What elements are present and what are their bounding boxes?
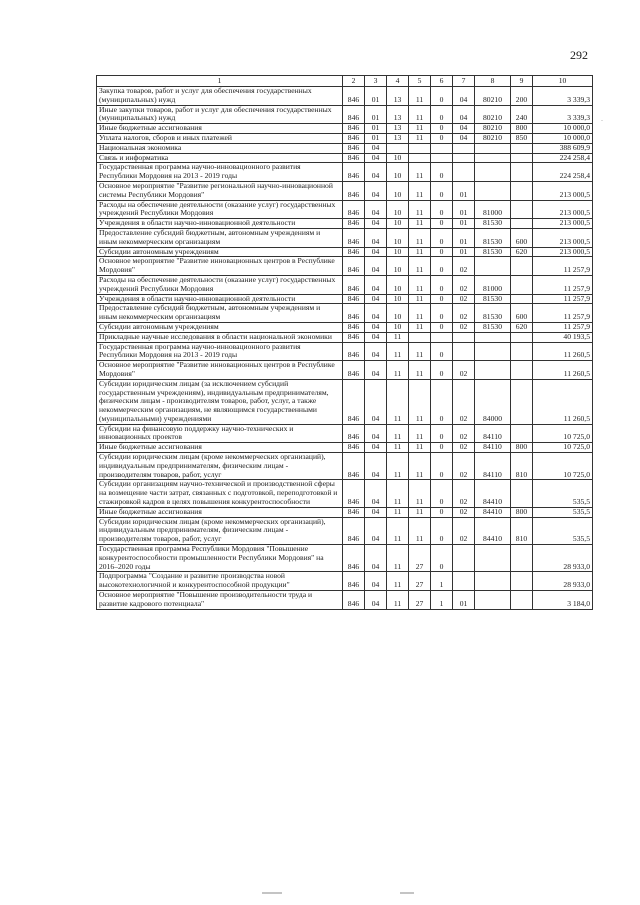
header-cell-6: 6 <box>431 76 453 87</box>
direction-cell: 84110 <box>475 443 511 453</box>
measure-cell: 01 <box>453 181 475 200</box>
measure-cell: 02 <box>453 443 475 453</box>
ministry-code-cell: 846 <box>343 443 365 453</box>
measure-cell: 02 <box>453 507 475 517</box>
name-cell: Субсидии юридическим лицам (кроме некоммерческих организаций), индивидуальным предпринимателям, физическим лицам - производителям товаров, работ, услуг <box>97 517 343 544</box>
subsection-cell: 10 <box>387 257 409 276</box>
program-cell: 27 <box>409 545 431 572</box>
ministry-code-cell: 846 <box>343 304 365 323</box>
section-cell: 04 <box>365 163 387 182</box>
amount-cell: 10 000,0 <box>533 133 593 143</box>
amount-cell: 11 257,9 <box>533 294 593 304</box>
ministry-code-cell: 846 <box>343 322 365 332</box>
program-cell: 11 <box>409 219 431 229</box>
ministry-code-cell: 846 <box>343 219 365 229</box>
subprogram-cell: 1 <box>431 572 453 591</box>
amount-cell: 224 258,4 <box>533 163 593 182</box>
expense-type-cell: 240 <box>511 105 533 124</box>
subprogram-cell: 0 <box>431 275 453 294</box>
name-cell: Субсидии юридическим лицам (кроме некоммерческих организаций), индивидуальным предпринимателям, физическим лицам - производителям товаров, работ, услуг <box>97 453 343 480</box>
ministry-code-cell: 846 <box>343 379 365 424</box>
subsection-cell: 11 <box>387 517 409 544</box>
ministry-code-cell: 846 <box>343 424 365 443</box>
amount-cell: 10 725,0 <box>533 424 593 443</box>
section-cell: 04 <box>365 379 387 424</box>
measure-cell: 01 <box>453 247 475 257</box>
header-cell-7: 7 <box>453 76 475 87</box>
section-cell: 04 <box>365 443 387 453</box>
name-cell: Субсидии организациям научно-технической и производственной сферы на возмещение части затрат, связанных с подготовкой, переподготовкой и стажировкой кадров в целях повышения конкурентоспособности <box>97 480 343 507</box>
ministry-code-cell: 846 <box>343 480 365 507</box>
header-cell-1: 1 <box>97 76 343 87</box>
ministry-code-cell: 846 <box>343 332 365 342</box>
subsection-cell: 11 <box>387 424 409 443</box>
subprogram-cell: 0 <box>431 294 453 304</box>
program-cell: 11 <box>409 507 431 517</box>
measure-cell: 02 <box>453 304 475 323</box>
name-cell: Подпрограмма "Создание и развитие производства новой высокотехнологичной и конкурентоспособной продукции" <box>97 572 343 591</box>
subsection-cell: 11 <box>387 572 409 591</box>
expense-type-cell: 850 <box>511 133 533 143</box>
measure-cell: 01 <box>453 228 475 247</box>
header-cell-9: 9 <box>511 76 533 87</box>
direction-cell: 84110 <box>475 424 511 443</box>
direction-cell: 80210 <box>475 105 511 124</box>
expense-type-cell: 620 <box>511 322 533 332</box>
direction-cell: 80210 <box>475 133 511 143</box>
direction-cell: 81530 <box>475 304 511 323</box>
program-cell: 11 <box>409 181 431 200</box>
direction-cell: 81530 <box>475 219 511 229</box>
amount-cell: 10 725,0 <box>533 453 593 480</box>
amount-cell: 40 193,5 <box>533 332 593 342</box>
amount-cell: 11 260,5 <box>533 379 593 424</box>
ministry-code-cell: 846 <box>343 257 365 276</box>
direction-cell: 81530 <box>475 247 511 257</box>
name-cell: Основное мероприятие "Развитие инновационных центров в Республике Мордовия" <box>97 361 343 380</box>
measure-cell: 02 <box>453 453 475 480</box>
section-cell: 04 <box>365 275 387 294</box>
program-cell: 11 <box>409 124 431 134</box>
section-cell: 04 <box>365 342 387 361</box>
program-cell: 11 <box>409 443 431 453</box>
expense-type-cell: 810 <box>511 453 533 480</box>
amount-cell: 388 609,9 <box>533 143 593 153</box>
measure-cell: 04 <box>453 105 475 124</box>
amount-cell: 28 933,0 <box>533 572 593 591</box>
name-cell: Государственная программа Республики Мордовия "Повышение конкурентоспособности промышленности Республики Мордовия" на 2016–2020 годы <box>97 545 343 572</box>
program-cell: 11 <box>409 257 431 276</box>
name-cell: Основное мероприятие "Развитие региональной научно-инновационной системы Республики Мордовия" <box>97 181 343 200</box>
section-cell: 04 <box>365 453 387 480</box>
subsection-cell: 10 <box>387 247 409 257</box>
subprogram-cell: 0 <box>431 181 453 200</box>
subsection-cell: 11 <box>387 361 409 380</box>
subsection-cell: 10 <box>387 200 409 219</box>
program-cell: 11 <box>409 379 431 424</box>
section-cell: 04 <box>365 517 387 544</box>
expense-type-cell: 800 <box>511 443 533 453</box>
amount-cell: 213 000,5 <box>533 200 593 219</box>
section-cell: 01 <box>365 105 387 124</box>
direction-cell: 84410 <box>475 517 511 544</box>
subsection-cell: 11 <box>387 443 409 453</box>
measure-cell: 04 <box>453 124 475 134</box>
subsection-cell: 10 <box>387 181 409 200</box>
program-cell: 11 <box>409 517 431 544</box>
amount-cell: 213 000,5 <box>533 181 593 200</box>
amount-cell: 213 000,5 <box>533 219 593 229</box>
subsection-cell: 13 <box>387 105 409 124</box>
direction-cell: 84410 <box>475 507 511 517</box>
name-cell: Национальная экономика <box>97 143 343 153</box>
section-cell: 04 <box>365 257 387 276</box>
subprogram-cell: 0 <box>431 124 453 134</box>
ministry-code-cell: 846 <box>343 342 365 361</box>
name-cell: Учреждения в области научно-инновационной деятельности <box>97 219 343 229</box>
ministry-code-cell: 846 <box>343 361 365 380</box>
subprogram-cell: 0 <box>431 424 453 443</box>
program-cell: 11 <box>409 361 431 380</box>
subsection-cell: 10 <box>387 322 409 332</box>
section-cell: 04 <box>365 153 387 163</box>
ministry-code-cell: 846 <box>343 153 365 163</box>
ministry-code-cell: 846 <box>343 133 365 143</box>
measure-cell: 02 <box>453 424 475 443</box>
measure-cell: 01 <box>453 591 475 610</box>
header-cell-8: 8 <box>475 76 511 87</box>
program-cell: 11 <box>409 275 431 294</box>
measure-cell: 02 <box>453 275 475 294</box>
program-cell: 11 <box>409 424 431 443</box>
name-cell: Предоставление субсидий бюджетным, автономным учреждениям и иным некоммерческим организациям <box>97 228 343 247</box>
subprogram-cell: 0 <box>431 517 453 544</box>
section-cell: 04 <box>365 591 387 610</box>
subprogram-cell: 0 <box>431 219 453 229</box>
section-cell: 01 <box>365 87 387 106</box>
section-cell: 04 <box>365 480 387 507</box>
subprogram-cell: 0 <box>431 507 453 517</box>
measure-cell: 04 <box>453 87 475 106</box>
subsection-cell: 10 <box>387 294 409 304</box>
subprogram-cell: 0 <box>431 545 453 572</box>
ministry-code-cell: 846 <box>343 87 365 106</box>
direction-cell: 81000 <box>475 200 511 219</box>
subsection-cell: 11 <box>387 342 409 361</box>
expense-type-cell: 600 <box>511 228 533 247</box>
expense-type-cell: 200 <box>511 87 533 106</box>
ministry-code-cell: 846 <box>343 163 365 182</box>
ministry-code-cell: 846 <box>343 200 365 219</box>
subsection-cell: 10 <box>387 228 409 247</box>
ministry-code-cell: 846 <box>343 124 365 134</box>
subsection-cell: 13 <box>387 124 409 134</box>
subsection-cell: 10 <box>387 304 409 323</box>
ministry-code-cell: 846 <box>343 247 365 257</box>
name-cell: Уплата налогов, сборов и иных платежей <box>97 133 343 143</box>
direction-cell: 81000 <box>475 275 511 294</box>
section-cell: 04 <box>365 304 387 323</box>
name-cell: Субсидии автономным учреждениям <box>97 247 343 257</box>
header-cell-5: 5 <box>409 76 431 87</box>
amount-cell: 535,5 <box>533 517 593 544</box>
expense-type-cell: 620 <box>511 247 533 257</box>
program-cell: 11 <box>409 163 431 182</box>
subsection-cell: 11 <box>387 332 409 342</box>
section-cell: 04 <box>365 322 387 332</box>
section-cell: 01 <box>365 133 387 143</box>
amount-cell: 213 000,5 <box>533 247 593 257</box>
subsection-cell: 11 <box>387 545 409 572</box>
program-cell: 11 <box>409 322 431 332</box>
program-cell: 11 <box>409 228 431 247</box>
subprogram-cell: 0 <box>431 443 453 453</box>
amount-cell: 213 000,5 <box>533 228 593 247</box>
measure-cell: 01 <box>453 200 475 219</box>
subprogram-cell: 0 <box>431 228 453 247</box>
section-cell: 04 <box>365 200 387 219</box>
direction-cell: 81530 <box>475 228 511 247</box>
section-cell: 04 <box>365 143 387 153</box>
name-cell: Иные бюджетные ассигнования <box>97 507 343 517</box>
subsection-cell: 11 <box>387 591 409 610</box>
subprogram-cell: 0 <box>431 342 453 361</box>
subprogram-cell: 0 <box>431 322 453 332</box>
program-cell: 11 <box>409 87 431 106</box>
ministry-code-cell: 846 <box>343 294 365 304</box>
section-cell: 04 <box>365 507 387 517</box>
program-cell: 11 <box>409 247 431 257</box>
subprogram-cell: 0 <box>431 200 453 219</box>
header-cell-10: 10 <box>533 76 593 87</box>
expense-type-cell: 600 <box>511 304 533 323</box>
measure-cell: 02 <box>453 517 475 544</box>
ministry-code-cell: 846 <box>343 105 365 124</box>
subprogram-cell: 0 <box>431 304 453 323</box>
ministry-code-cell: 846 <box>343 507 365 517</box>
amount-cell: 11 257,9 <box>533 304 593 323</box>
program-cell: 11 <box>409 294 431 304</box>
direction-cell: 81530 <box>475 322 511 332</box>
amount-cell: 535,5 <box>533 507 593 517</box>
name-cell: Прикладные научные исследования в области национальной экономики <box>97 332 343 342</box>
name-cell: Государственная программа научно-инновационного развития Республики Мордовия на 2013 - 2019 годы <box>97 342 343 361</box>
subprogram-cell: 0 <box>431 453 453 480</box>
amount-cell: 3 339,3 <box>533 105 593 124</box>
program-cell: 11 <box>409 453 431 480</box>
expense-type-cell: 800 <box>511 507 533 517</box>
direction-cell: 84110 <box>475 453 511 480</box>
measure-cell: 02 <box>453 322 475 332</box>
name-cell: Государственная программа научно-инновационного развития Республики Мордовия на 2013 - 2019 годы <box>97 163 343 182</box>
direction-cell: 81530 <box>475 294 511 304</box>
section-cell: 04 <box>365 294 387 304</box>
subsection-cell: 10 <box>387 153 409 163</box>
section-cell: 04 <box>365 219 387 229</box>
name-cell: Иные закупки товаров, работ и услуг для обеспечения государственных (муниципальных) нужд <box>97 105 343 124</box>
subsection-cell: 10 <box>387 163 409 182</box>
expense-type-cell: 800 <box>511 124 533 134</box>
section-cell: 04 <box>365 332 387 342</box>
section-cell: 04 <box>365 181 387 200</box>
expense-type-cell: 810 <box>511 517 533 544</box>
amount-cell: 535,5 <box>533 480 593 507</box>
subsection-cell: 11 <box>387 507 409 517</box>
page-number: 292 <box>570 48 588 62</box>
measure-cell: 01 <box>453 219 475 229</box>
subsection-cell: 10 <box>387 275 409 294</box>
subsection-cell: 13 <box>387 87 409 106</box>
name-cell: Субсидии на финансовую поддержку научно-технических и инновационных проектов <box>97 424 343 443</box>
ministry-code-cell: 846 <box>343 143 365 153</box>
subsection-cell: 13 <box>387 133 409 143</box>
subprogram-cell: 0 <box>431 105 453 124</box>
amount-cell: 11 260,5 <box>533 361 593 380</box>
subsection-cell: 11 <box>387 480 409 507</box>
header-cell-4: 4 <box>387 76 409 87</box>
ministry-code-cell: 846 <box>343 572 365 591</box>
name-cell: Расходы на обеспечение деятельности (оказание услуг) государственных учреждений Республики Мордовия <box>97 200 343 219</box>
section-cell: 04 <box>365 545 387 572</box>
program-cell: 27 <box>409 572 431 591</box>
measure-cell: 04 <box>453 133 475 143</box>
amount-cell: 10 000,0 <box>533 124 593 134</box>
amount-cell: 11 260,5 <box>533 342 593 361</box>
program-cell: 11 <box>409 304 431 323</box>
ministry-code-cell: 846 <box>343 591 365 610</box>
measure-cell: 02 <box>453 294 475 304</box>
section-cell: 04 <box>365 247 387 257</box>
section-cell: 04 <box>365 572 387 591</box>
program-cell: 11 <box>409 200 431 219</box>
subprogram-cell: 0 <box>431 480 453 507</box>
subprogram-cell: 1 <box>431 591 453 610</box>
name-cell: Расходы на обеспечение деятельности (оказание услуг) государственных учреждений Республики Мордовия <box>97 275 343 294</box>
subprogram-cell: 0 <box>431 133 453 143</box>
subprogram-cell: 0 <box>431 361 453 380</box>
ministry-code-cell: 846 <box>343 517 365 544</box>
subsection-cell: 11 <box>387 453 409 480</box>
name-cell: Субсидии автономным учреждениям <box>97 322 343 332</box>
header-cell-3: 3 <box>365 76 387 87</box>
subprogram-cell: 0 <box>431 163 453 182</box>
section-cell: 04 <box>365 228 387 247</box>
amount-cell: 11 257,9 <box>533 275 593 294</box>
subprogram-cell: 0 <box>431 247 453 257</box>
measure-cell: 02 <box>453 257 475 276</box>
program-cell: 11 <box>409 133 431 143</box>
direction-cell: 84410 <box>475 480 511 507</box>
section-cell: 04 <box>365 424 387 443</box>
direction-cell: 80210 <box>475 87 511 106</box>
name-cell: Закупка товаров, работ и услуг для обеспечения государственных (муниципальных) нужд <box>97 87 343 106</box>
program-cell: 11 <box>409 480 431 507</box>
name-cell: Связь и информатика <box>97 153 343 163</box>
amount-cell: 3 184,0 <box>533 591 593 610</box>
measure-cell: 02 <box>453 480 475 507</box>
subprogram-cell: 0 <box>431 379 453 424</box>
ministry-code-cell: 846 <box>343 275 365 294</box>
header-cell-2: 2 <box>343 76 365 87</box>
name-cell: Предоставление субсидий бюджетным, автономным учреждениям и иным некоммерческим организациям <box>97 304 343 323</box>
direction-cell: 80210 <box>475 124 511 134</box>
amount-cell: 224 258,4 <box>533 153 593 163</box>
measure-cell: 02 <box>453 361 475 380</box>
section-cell: 04 <box>365 361 387 380</box>
ministry-code-cell: 846 <box>343 453 365 480</box>
program-cell: 11 <box>409 105 431 124</box>
amount-cell: 28 933,0 <box>533 545 593 572</box>
ministry-code-cell: 846 <box>343 545 365 572</box>
name-cell: Основное мероприятие "Развитие инновационных центров в Республике Мордовия" <box>97 257 343 276</box>
name-cell: Субсидии юридическим лицам (за исключением субсидий государственным учреждениям), индивидуальным предпринимателям, физическим лицам - производителям товаров, работ, услуг, а также некоммерческим организациям, не являющимся государственными (муниципальными) учреждениями <box>97 379 343 424</box>
name-cell: Основное мероприятие "Повышение производительности труда и развитие кадрового потенциала" <box>97 591 343 610</box>
subprogram-cell: 0 <box>431 257 453 276</box>
program-cell: 11 <box>409 342 431 361</box>
subsection-cell: 11 <box>387 379 409 424</box>
program-cell: 27 <box>409 591 431 610</box>
measure-cell: 02 <box>453 379 475 424</box>
amount-cell: 3 339,3 <box>533 87 593 106</box>
subprogram-cell: 0 <box>431 87 453 106</box>
name-cell: Иные бюджетные ассигнования <box>97 443 343 453</box>
ministry-code-cell: 846 <box>343 181 365 200</box>
subsection-cell: 10 <box>387 219 409 229</box>
ministry-code-cell: 846 <box>343 228 365 247</box>
amount-cell: 10 725,0 <box>533 443 593 453</box>
amount-cell: 11 257,9 <box>533 257 593 276</box>
name-cell: Иные бюджетные ассигнования <box>97 124 343 134</box>
amount-cell: 11 257,9 <box>533 322 593 332</box>
direction-cell: 84000 <box>475 379 511 424</box>
name-cell: Учреждения в области научно-инновационной деятельности <box>97 294 343 304</box>
section-cell: 01 <box>365 124 387 134</box>
